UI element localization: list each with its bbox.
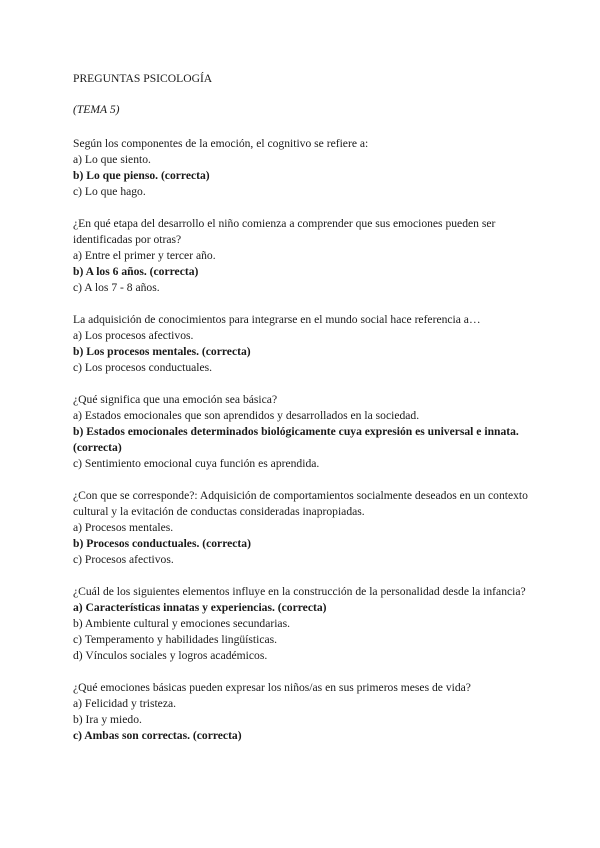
document-page <box>73 71 533 744</box>
document-title: PREGUNTAS PSICOLOGÍA <box>73 72 213 85</box>
answer-option-correct: b) Lo que pienso. (correcta) <box>73 169 210 182</box>
question-block <box>73 488 533 568</box>
answer-option: c) Los procesos conductuales. <box>73 361 213 374</box>
question-block <box>73 680 533 744</box>
answer-option: a) Procesos mentales. <box>73 521 174 534</box>
question-text: ¿Cuál de los siguientes elementos influye en la construcción de la personalidad desde la infancia? <box>73 585 526 598</box>
answer-option: a) Los procesos afectivos. <box>73 329 194 342</box>
answer-option: a) Estados emocionales que son aprendidos y desarrollados en la sociedad. <box>73 409 420 422</box>
answer-option: d) Vínculos sociales y logros académicos. <box>73 649 268 662</box>
question-block <box>73 216 533 296</box>
answer-option: b) Ira y miedo. <box>73 713 142 726</box>
question-text: Según los componentes de la emoción, el cognitivo se refiere a: <box>73 137 369 150</box>
answer-option: c) Temperamento y habilidades lingüísticas. <box>73 633 278 646</box>
question-block <box>73 584 533 664</box>
question-block <box>73 392 533 472</box>
answer-option-correct: a) Características innatas y experiencias. (correcta) <box>73 601 327 614</box>
answer-option: b) Ambiente cultural y emociones secundarias. <box>73 617 290 630</box>
answer-option: a) Lo que siento. <box>73 153 151 166</box>
answer-option-correct: b) Procesos conductuales. (correcta) <box>73 537 251 550</box>
answer-option-correct: c) Ambas son correctas. (correcta) <box>73 729 242 742</box>
answer-option-correct: b) Estados emocionales determinados biológicamente cuya expresión es universal e innata. (correcta) <box>73 425 519 454</box>
question-text: ¿Qué significa que una emoción sea básica? <box>73 393 278 406</box>
answer-option: c) Lo que hago. <box>73 185 146 198</box>
answer-option: c) Procesos afectivos. <box>73 553 174 566</box>
question-block <box>73 136 533 200</box>
question-text: ¿Qué emociones básicas pueden expresar los niños/as en sus primeros meses de vida? <box>73 681 471 694</box>
question-text: La adquisición de conocimientos para integrarse en el mundo social hace referencia a… <box>73 313 481 326</box>
question-text: ¿Con que se corresponde?: Adquisición de comportamientos socialmente deseados en un contexto cultural y la evitación de conductas consideradas inapropiadas. <box>73 489 528 518</box>
answer-option: a) Entre el primer y tercer año. <box>73 249 216 262</box>
answer-option-correct: b) Los procesos mentales. (correcta) <box>73 345 251 358</box>
answer-option: c) Sentimiento emocional cuya función es aprendida. <box>73 457 320 470</box>
answer-option-correct: b) A los 6 años. (correcta) <box>73 265 199 278</box>
question-text: ¿En qué etapa del desarrollo el niño comienza a comprender que sus emociones pueden ser identificadas por otras? <box>73 217 496 246</box>
document-subtitle: (TEMA 5) <box>73 103 120 116</box>
answer-option: a) Felicidad y tristeza. <box>73 697 177 710</box>
answer-option: c) A los 7 - 8 años. <box>73 281 160 294</box>
question-block <box>73 312 533 376</box>
